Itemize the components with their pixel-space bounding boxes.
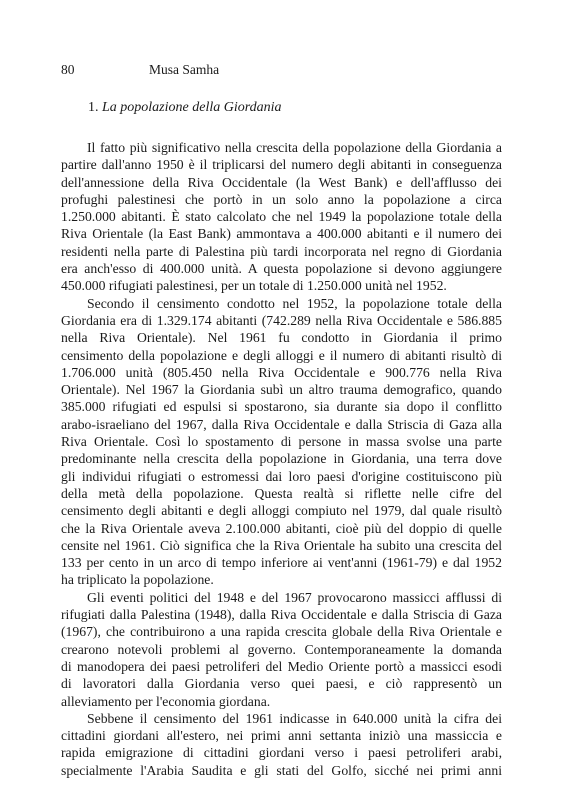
text-line: rapida emigrazione di cittadini giordani verso i paesi petroliferi arabi, xyxy=(61,745,502,761)
section-number: 1. xyxy=(88,100,99,115)
text-line: Giordania era di 1.329.174 abitanti (742.289 nella Riva Occidentale e 586.885 xyxy=(61,312,502,328)
text-line: che la Riva Orientale aveva 2.100.000 abitanti, cioè più del doppio di quelle xyxy=(61,520,502,536)
text-line: della metà della popolazione. Questa realtà si riflette nelle cifre del xyxy=(61,485,502,501)
paragraph xyxy=(61,139,502,295)
text-line: (1967), che contribuirono a una rapida crescita globale della Riva Orientale e xyxy=(61,624,502,640)
text-line: censite nel 1961. Ciò significa che la Riva Orientale ha subito una crescita del xyxy=(61,537,502,553)
text-line: gli individui rifugiati o estromessi dai loro paesi d'origine costituiscono più xyxy=(61,468,502,484)
text-line: nella Riva Orientale). Nel 1961 fu condotto in Giordania il primo xyxy=(61,330,502,346)
text-line: profughi palestinesi che portò in un solo anno la popolazione a circa xyxy=(61,191,502,207)
section-heading xyxy=(88,99,282,116)
text-line: Orientale). Nel 1967 la Giordania subì un altro trauma demografico, quando xyxy=(61,382,502,398)
text-line: 133 per cento in un arco di tempo inferiore ai vent'anni (1961-79) e dal 1952 xyxy=(61,555,502,571)
text-line: censimento degli abitanti e degli alloggi compiuto nel 1979, dal quale risultò xyxy=(61,503,502,519)
page-number: 80 xyxy=(61,62,75,77)
text-line: di lavoratori dalla Giordania verso quei paesi, e ciò rappresentò un xyxy=(61,676,502,692)
text-line: 1.706.000 unità (805.450 nella Riva Occidentale e 900.776 nella Riva xyxy=(61,364,502,380)
text-line: predominante nella crescita della popolazione in Giordania, una terra dove xyxy=(61,451,502,467)
text-line: Secondo il censimento condotto nel 1952, la popolazione totale della xyxy=(87,295,502,311)
text-line: 450.000 rifugiati palestinesi, per un totale di 1.250.000 unità nel 1952. xyxy=(61,278,447,294)
section-title: La popolazione della Giordania xyxy=(102,100,282,115)
running-head xyxy=(61,62,219,78)
text-line: cittadini giordani all'estero, nei primi anni settanta iniziò una massiccia e xyxy=(61,728,502,744)
paragraph xyxy=(61,589,502,710)
text-line: arabo-israeliano del 1967, dalla Riva Occidentale e dalla Striscia di Gaza alla xyxy=(61,416,502,432)
text-line: di manodopera dei paesi petroliferi del Medio Oriente portò a massicci esodi xyxy=(61,658,502,674)
text-line: alleviamento per l'economia giordana. xyxy=(61,693,271,709)
text-line: censimento della popolazione e degli alloggi e il numero di abitanti risultò di xyxy=(61,347,502,363)
author-name: Musa Samha xyxy=(149,62,220,77)
text-line: rifugiati dalla Palestina (1948), dalla Riva Occidentale e dalla Striscia di Gaza xyxy=(61,607,502,623)
text-line: ha triplicato la popolazione. xyxy=(61,572,214,588)
body-text xyxy=(61,139,502,779)
text-line: Gli eventi politici del 1948 e del 1967 provocarono massicci afflussi di xyxy=(87,589,502,605)
text-line: specialmente l'Arabia Saudita e gli stati del Golfo, sicché nei primi anni xyxy=(61,762,502,778)
text-line: 385.000 rifugiati ed espulsi si spostarono, sia durante sia dopo il conflitto xyxy=(61,399,502,415)
text-line: residenti nella parte di Palestina più tardi incorporata nel regno di Giordania xyxy=(61,243,502,259)
paragraph xyxy=(61,710,502,779)
text-line: Riva Orientale (la East Bank) ammontava a 400.000 abitanti e il numero dei xyxy=(61,226,502,242)
text-line: crearono notevoli problemi al governo. Contemporaneamente la domanda xyxy=(61,641,502,657)
text-line: Riva Orientale. Così lo spostamento di persone in massa svolse una parte xyxy=(61,434,502,450)
text-line: 1.250.000 abitanti. È stato calcolato che nel 1949 la popolazione totale della xyxy=(61,209,502,225)
text-line: Sebbene il censimento del 1961 indicasse in 640.000 unità la cifra dei xyxy=(87,710,502,726)
text-line: dell'annessione della Riva Occidentale (la West Bank) e dell'afflusso dei xyxy=(61,174,502,190)
text-line: era anch'esso di 400.000 unità. A questa popolazione si devono aggiungere xyxy=(61,261,502,277)
paragraph xyxy=(61,295,502,589)
text-line: partire dall'anno 1950 è il triplicarsi del numero degli abitanti in conseguenza xyxy=(61,157,502,173)
text-line: Il fatto più significativo nella crescita della popolazione della Giordania a xyxy=(87,140,502,155)
